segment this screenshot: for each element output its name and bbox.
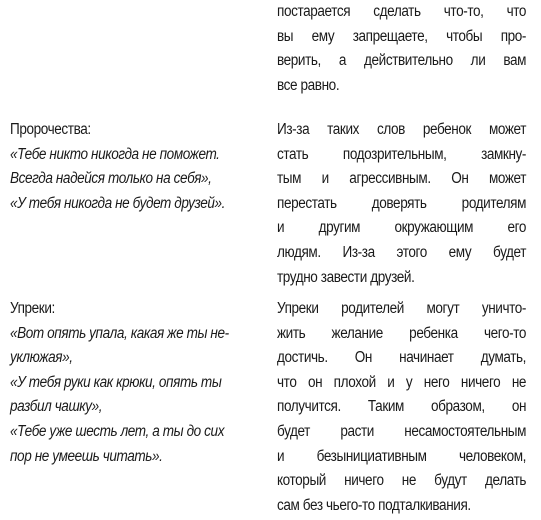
quote-line: Всегда надейся только на себя»,: [10, 170, 212, 188]
prophecy-heading: Пророчества:: [10, 121, 91, 138]
quote-line: «Тебе никто никогда не поможет.: [10, 145, 220, 163]
quote-line: «Вот опять упала, какая же ты не-: [10, 324, 229, 342]
reproach-examples: [10, 297, 265, 469]
text-line: что он плохой и у него ничего не: [277, 373, 527, 391]
quote-line: разбил чашку»,: [10, 398, 103, 416]
text-line: будет расти несамостоятельным: [277, 422, 527, 440]
text-line: вы ему запрещаете, чтобы про-: [277, 27, 527, 45]
text-line: и безынициативным человеком,: [277, 447, 527, 465]
prophecy-examples: [10, 118, 265, 216]
intro-continuation-text: [277, 0, 527, 98]
text-line: перестать доверять родителям: [277, 194, 527, 212]
text-line: получится. Таким образом, он: [277, 398, 527, 416]
text-line: верить, а действительно ли вам: [277, 52, 527, 70]
text-line: все равно.: [277, 76, 340, 94]
text-line: жить желание ребенка чего-то: [277, 324, 527, 342]
text-line: Из-за таких слов ребенок может: [277, 121, 527, 138]
text-line: который ничего не будут делать: [277, 472, 527, 490]
text-line: тым и агрессивным. Он может: [277, 170, 527, 188]
quote-line: уклюжая»,: [10, 349, 73, 367]
quote-line: «У тебя никогда не будет друзей».: [10, 194, 225, 212]
text-line: и другим окружающим его: [277, 219, 527, 237]
text-line: достичь. Он начинает думать,: [277, 349, 527, 367]
text-line: Упреки родителей могут уничто-: [277, 300, 527, 317]
text-line: сам без чьего-то подталкивания.: [277, 496, 471, 514]
reproach-explanation: [277, 297, 527, 518]
quote-line: «Тебе уже шесть лет, а ты до сих: [10, 422, 225, 440]
reproach-heading: Упреки:: [10, 300, 55, 317]
text-line: людям. Из-за этого ему будет: [277, 243, 527, 261]
quote-line: пор не умеешь читать».: [10, 447, 163, 465]
quote-line: «У тебя руки как крюки, опять ты: [10, 373, 222, 391]
prophecy-explanation: [277, 118, 527, 290]
text-line: трудно завести друзей.: [277, 268, 415, 286]
text-line: постарается сделать что-то, что: [277, 3, 527, 20]
text-line: стать подозрительным, замкну-: [277, 145, 527, 163]
